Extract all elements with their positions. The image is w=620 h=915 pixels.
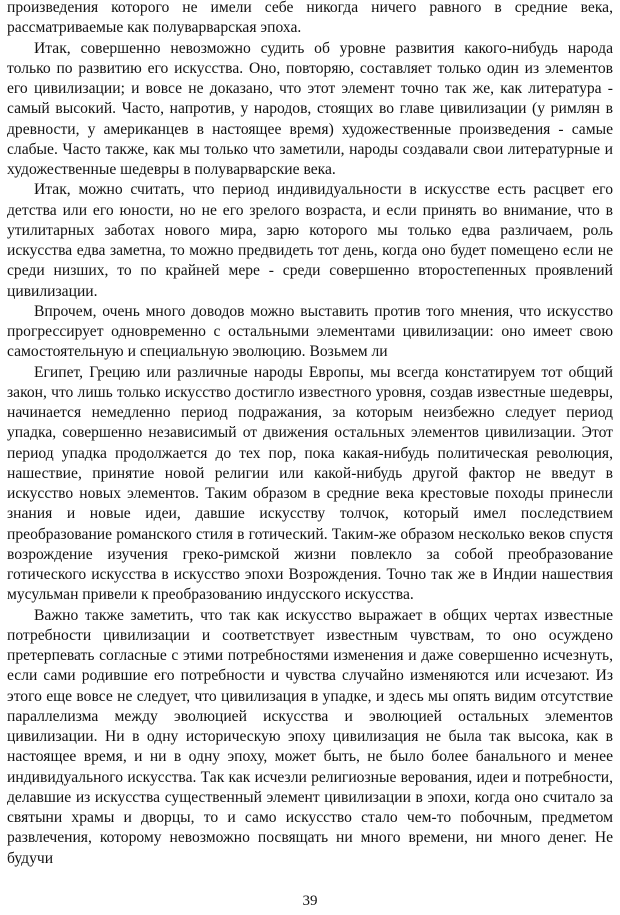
paragraph-4: Впрочем, очень много доводов можно выставить против того мнения, что искусство прогрессирует одновременно с остальными элементами цивилизации: оно имеет свою самостоятельную и специальную эволюцию. Возьмем ли	[7, 302, 613, 361]
paragraph-6: Важно также заметить, что так как искусство выражает в общих чертах известные потребности цивилизации и соответствует известным чувствам, то оно осуждено претерпевать согласные с этими потребностями изменения и даже совершенно исчезнуть, если сами родившие его потребности и чувства случайно изменяются или исчезают. Из этого еще вовсе не следует, что цивилизация в упадке, и здесь мы опять видим отсутствие параллелизма между эволюцией искусства и эволюцией остальных элементов цивилизации. Ни в одну историческую эпоху цивилизация не была так высока, как в настоящее время, и ни в одну эпоху, может быть, не было более банального и менее индивидуального искусства. Так как исчезли религиозные верования, идеи и потребности, делавшие из искусства существенный элемент цивилизации в эпохи, когда оно считало за святыни храмы и дворцы, то и само искусство стало чем-то побочным, предметом развлечения, которому невозможно посвящать ни много времени, ни много денег. Не будучи	[7, 606, 613, 867]
text-body	[7, 0, 613, 869]
paragraph-1: произведения которого не имели себе никогда ничего равного в средние века, рассматриваемые как полуварварская эпоха.	[7, 0, 613, 37]
paragraph-2: Итак, совершенно невозможно судить об уровне развития какого-нибудь народа только по развитию его искусства. Оно, повторяю, составляет только один из элементов его цивилизации; и вовсе не доказано, что этот элемент точно так же, как литература - самый высокий. Часто, напротив, у народов, стоящих во главе цивилизации (у римлян в древности, у американцев в настоящее время) художественные произведения - самые слабые. Часто также, как мы только что заметили, народы создавали свои литературные и художественные шедевры в полуварварские века.	[7, 39, 613, 178]
paragraph-5: Египет, Грецию или различные народы Европы, мы всегда констатируем тот общий закон, что лишь только искусство достигло известного уровня, создав известные шедевры, начинается немедленно период подражания, за которым неизбежно следует период упадка, совершенно независимый от движения остальных элементов цивилизации. Этот период упадка продолжается до тех пор, пока какая-нибудь политическая революция, нашествие, принятие новой религии или какой-нибудь другой фактор не введут в искусство новых элементов. Таким образом в средние века крестовые походы принесли знания и новые идеи, давшие искусству толчок, который имел последствием преобразование романского стиля в готический. Таким-же образом несколько веков спустя возрождение изучения греко-римской жизни повлекло за собой преобразование готического искусства в искусство эпохи Возрождения. Точно так же в Индии нашествия мусульман привели к преобразованию индусского искусства.	[7, 363, 613, 604]
page-number: 39	[302, 893, 318, 909]
paragraph-3: Итак, можно считать, что период индивидуальности в искусстве есть расцвет его детства или его юности, но не его зрелого возраста, и если принять во внимание, что в утилитарных заботах нового мира, зарю которого мы только едва различаем, роль искусства едва заметна, то можно предвидеть тот день, когда оно будет помещено если не среди низших, то по крайней мере - среди совершенно второстепенных проявлений цивилизации.	[7, 181, 613, 300]
